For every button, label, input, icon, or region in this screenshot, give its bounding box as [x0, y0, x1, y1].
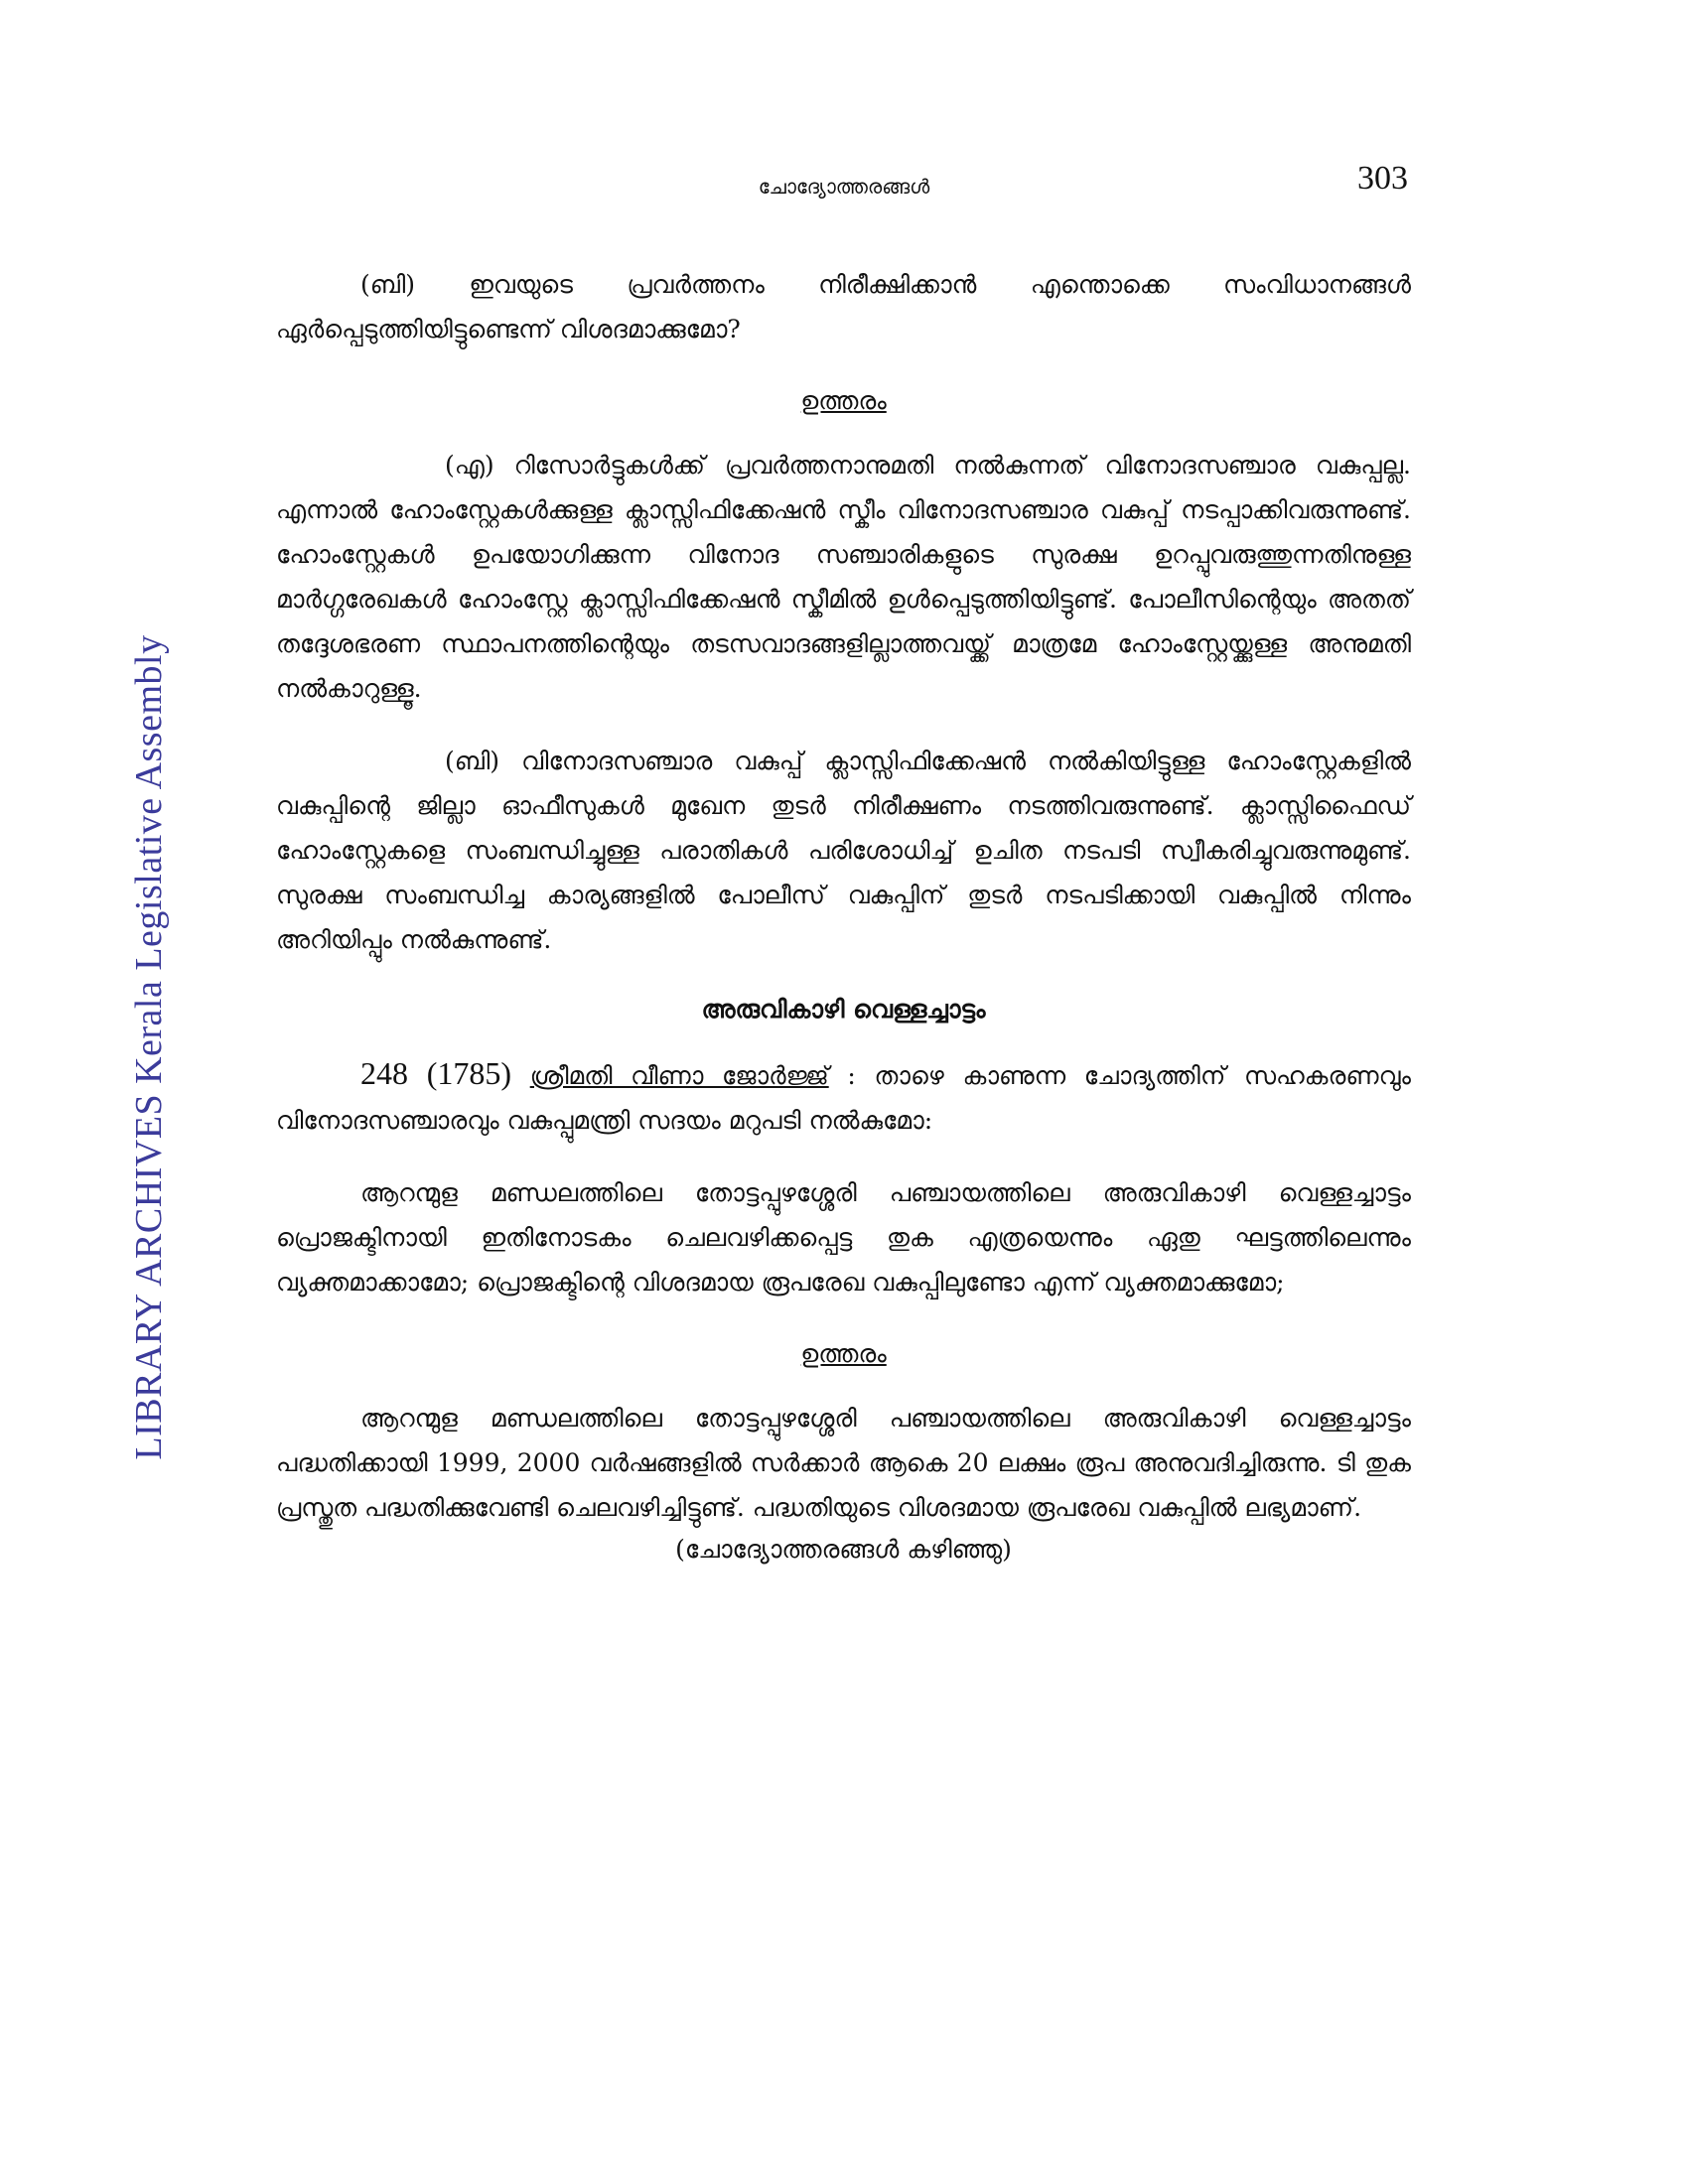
- answer-part-b-text: വിനോദസഞ്ചാര വകുപ്പ് ക്ലാസ്സിഫിക്കേഷൻ നൽകിയിട്ടുള്ള ഹോംസ്റ്റേകളിൽ വകുപ്പിന്റെ ജില്ലാ ഓഫീസുകൾ മുഖേന തുടർ നിരീക്ഷണം നടത്തിവരുന്നുണ്ട്. ക്ലാസ്സിഫൈഡ് ഹോംസ്റ്റേകളെ സംബന്ധിച്ചുള്ള പരാതികൾ പരിശോധിച്ച് ഉചിത നടപടി സ്വീകരിച്ചുവരുന്നുമുണ്ട്. സുരക്ഷ സംബന്ധിച്ച കാര്യങ്ങളിൽ പോലീസ് വകുപ്പിന് തുടർ നടപടിക്കായി വകുപ്പിൽ നിന്നും അറിയിപ്പും നൽകുന്നുണ്ട്.: [276, 747, 1411, 954]
- question-intro-text: : താഴെ കാണുന്ന ചോദ്യത്തിന് സഹകരണവും വിനോദസഞ്ചാരവും വകുപ്പുമന്ത്രി സദയം മറുപടി നൽകുമോ:: [276, 1061, 1412, 1135]
- page-number: 303: [1357, 160, 1408, 197]
- question-title: അരുവികാഴി വെള്ളച്ചാട്ടം: [701, 995, 986, 1024]
- question-text: ആറന്മുള മണ്ഡലത്തിലെ തോട്ടപ്പുഴശ്ശേരി പഞ്ചായത്തിലെ അരുവികാഴി വെള്ളച്ചാട്ടം പ്രൊജക്ടിനായി ഇതിനോടകം ചെലവഴിക്കപ്പെട്ട തുക എത്രയെന്നും ഏതു ഘട്ടത്തിലെന്നും വ്യക്തമാക്കാമോ; പ്രൊജക്ടിന്റെ വിശദമായ രൂപരേഖ വകുപ്പിലുണ്ടോ എന്ന് വ്യക്തമാക്കുമോ;: [276, 1178, 1411, 1297]
- answer-part-a-text: റിസോർട്ടുകൾക്ക് പ്രവർത്തനാനുമതി നൽകുന്നത് വിനോദസഞ്ചാര വകുപ്പല്ല. എന്നാൽ ഹോംസ്റ്റേകൾക്കുള്ള ക്ലാസ്സിഫിക്കേഷൻ സ്കീം വിനോദസഞ്ചാര വകുപ്പ് നടപ്പാക്കിവരുന്നുണ്ട്. ഹോംസ്റ്റേകൾ ഉപയോഗിക്കുന്ന വിനോദ സഞ്ചാരികളുടെ സുരക്ഷ ഉറപ്പുവരുത്തുന്നതിനുള്ള മാർഗ്ഗരേഖകൾ ഹോംസ്റ്റേ ക്ലാസ്സിഫിക്കേഷൻ സ്കീമിൽ ഉൾപ്പെടുത്തിയിട്ടുണ്ട്. പോലീസിന്റെയും അതത് തദ്ദേശഭരണ സ്ഥാപനത്തിന്റെയും തടസവാദങ്ങളില്ലാത്തവയ്ക്ക് മാത്രമേ ഹോംസ്റ്റേയ്ക്കുള്ള അനുമതി നൽകാറുള്ളൂ.: [276, 451, 1411, 703]
- answer2-text: ആറന്മുള മണ്ഡലത്തിലെ തോട്ടപ്പുഴശ്ശേരി പഞ്ചായത്തിലെ അരുവികാഴി വെള്ളച്ചാട്ടം പദ്ധതിക്കായി 1999, 2000 വർഷങ്ങളിൽ സർക്കാർ ആകെ 20 ലക്ഷം രൂപ അനുവദിച്ചിരുന്നു. ടി തുക പ്രസ്തുത പദ്ധതിക്കുവേണ്ടി ചെലവഴിച്ചിട്ടുണ്ട്. പദ്ധതിയുടെ വിശദമായ രൂപരേഖ വകുപ്പിൽ ലഭ്യമാണ്.: [276, 1404, 1411, 1522]
- page-body: [276, 262, 1411, 1570]
- running-header: ചോദ്യോത്തരങ്ങൾ: [758, 175, 930, 199]
- previous-question-part-b: (ബി) ഇവയുടെ പ്രവർത്തനം നിരീക്ഷിക്കാൻ എന്തൊക്കെ സംവിധാനങ്ങൾ ഏർപ്പെടുത്തിയിട്ടുണ്ടെന്ന് വിശദമാക്കുമോ?: [276, 270, 1411, 343]
- archive-watermark: LIBRARY ARCHIVES Kerala Legislative Assembly: [128, 634, 170, 1460]
- question-member: ശ്രീമതി വീണാ ജോർജ്ജ്: [529, 1061, 829, 1090]
- answer2-heading-text: ഉത്തരം: [800, 1339, 887, 1368]
- answer-heading: [276, 381, 1411, 421]
- answer2-heading: [276, 1334, 1411, 1374]
- answer-part-b-label: (ബി): [445, 747, 500, 775]
- answer-heading-text: ഉത്തരം: [800, 386, 887, 415]
- answer-part-a-label: (എ): [445, 451, 494, 479]
- answer-part-a: [276, 443, 1411, 711]
- answer-part-b: [276, 739, 1411, 962]
- question-number: 248 (1785): [360, 1055, 512, 1091]
- closing-note: (ചോദ്യോത്തരങ്ങൾ കഴിഞ്ഞു): [675, 1535, 1012, 1564]
- question-intro: [276, 1051, 1411, 1143]
